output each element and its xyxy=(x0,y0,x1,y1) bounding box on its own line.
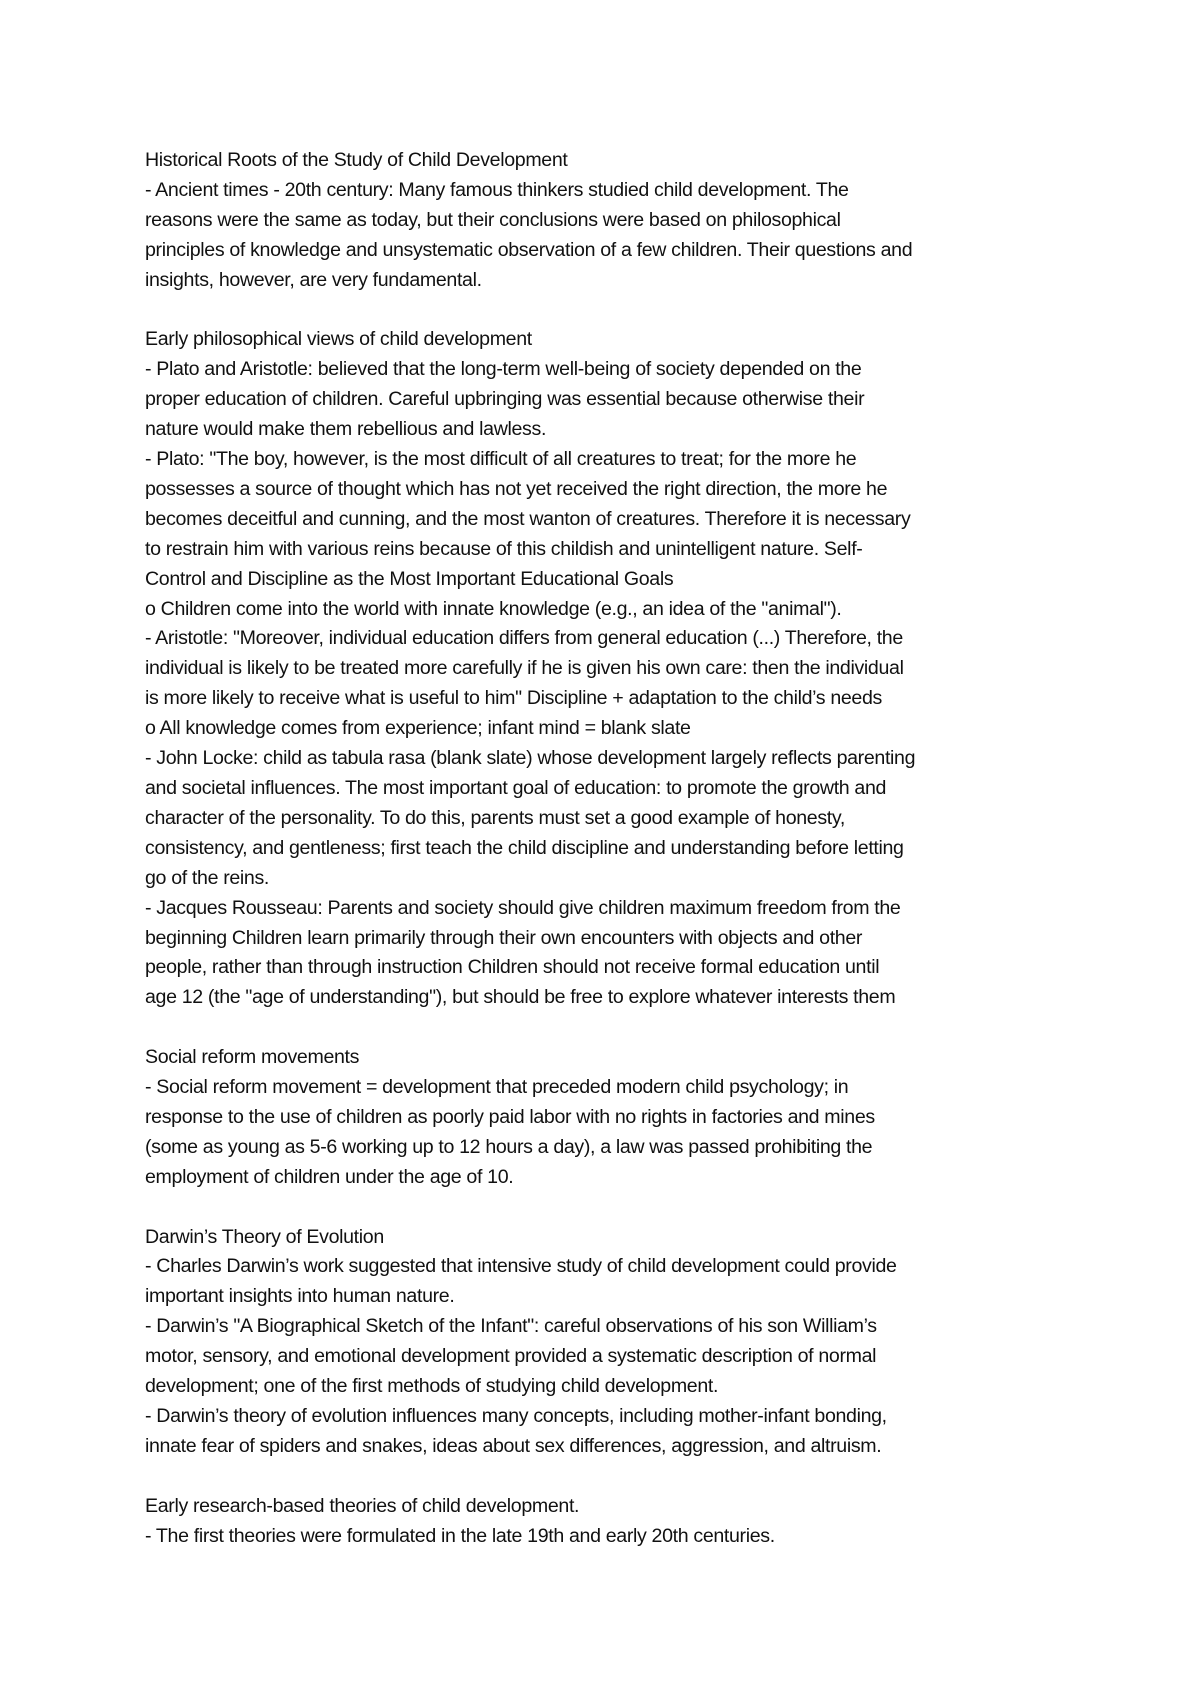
text-line: people, rather than through instruction Children should not receive formal education until xyxy=(145,956,880,979)
text-line: Control and Discipline as the Most Important Educational Goals xyxy=(145,567,674,590)
text-line: proper education of children. Careful upbringing was essential because otherwise their xyxy=(145,388,865,411)
text-line: - The first theories were formulated in the late 19th and early 20th centuries. xyxy=(145,1524,775,1547)
text-line: nature would make them rebellious and lawless. xyxy=(145,418,547,441)
heading-early-philosophical-views: Early philosophical views of child development xyxy=(145,328,532,351)
heading-early-research-theories: Early research-based theories of child development. xyxy=(145,1494,580,1517)
blank-line xyxy=(145,1462,1060,1492)
blank-line xyxy=(145,296,1060,326)
text-line: to restrain him with various reins because of this childish and unintelligent nature. Self- xyxy=(145,537,863,560)
text-line: - John Locke: child as tabula rasa (blank slate) whose development largely reflects parenting xyxy=(145,747,916,770)
text-line: becomes deceitful and cunning, and the most wanton of creatures. Therefore it is necessary xyxy=(145,507,911,530)
text-line: - Jacques Rousseau: Parents and society should give children maximum freedom from the xyxy=(145,896,901,919)
text-line: o Children come into the world with innate knowledge (e.g., an idea of the "animal"). xyxy=(145,597,842,620)
text-line: age 12 (the "age of understanding"), but should be free to explore whatever interests them xyxy=(145,986,896,1009)
text-line: motor, sensory, and emotional development provided a systematic description of normal xyxy=(145,1345,877,1368)
text-line: - Social reform movement = development that preceded modern child psychology; in xyxy=(145,1076,849,1099)
text-line: response to the use of children as poorly paid labor with no rights in factories and mines xyxy=(145,1105,875,1128)
text-line: (some as young as 5-6 working up to 12 hours a day), a law was passed prohibiting the xyxy=(145,1135,873,1158)
text-line: o All knowledge comes from experience; infant mind = blank slate xyxy=(145,717,691,740)
text-line: - Darwin’s "A Biographical Sketch of the Infant": careful observations of his son William’s xyxy=(145,1315,877,1338)
text-line: is more likely to receive what is useful to him" Discipline + adaptation to the child’s needs xyxy=(145,687,882,710)
text-line: - Plato: "The boy, however, is the most difficult of all creatures to treat; for the more he xyxy=(145,448,857,471)
text-line: individual is likely to be treated more carefully if he is given his own care: then the individual xyxy=(145,657,904,680)
text-line: character of the personality. To do this, parents must set a good example of honesty, xyxy=(145,806,845,829)
text-line: employment of children under the age of 10. xyxy=(145,1165,514,1188)
text-line: go of the reins. xyxy=(145,866,270,889)
text-line: reasons were the same as today, but their conclusions were based on philosophical xyxy=(145,208,841,231)
text-line: development; one of the first methods of studying child development. xyxy=(145,1375,719,1398)
text-line: - Aristotle: "Moreover, individual education differs from general education (...) Therefore, the xyxy=(145,627,903,650)
blank-line xyxy=(145,1013,1060,1043)
text-line: possesses a source of thought which has not yet received the right direction, the more he xyxy=(145,477,888,500)
text-line: principles of knowledge and unsystematic observation of a few children. Their questions and xyxy=(145,238,913,261)
text-line: innate fear of spiders and snakes, ideas about sex differences, aggression, and altruism. xyxy=(145,1434,882,1457)
text-line: and societal influences. The most important goal of education: to promote the growth and xyxy=(145,777,887,800)
text-line: beginning Children learn primarily through their own encounters with objects and other xyxy=(145,926,863,949)
text-line: important insights into human nature. xyxy=(145,1285,455,1308)
text-line: - Charles Darwin’s work suggested that intensive study of child development could provide xyxy=(145,1255,897,1278)
text-line: consistency, and gentleness; first teach the child discipline and understanding before letting xyxy=(145,836,904,859)
text-line: insights, however, are very fundamental. xyxy=(145,268,482,291)
text-line: - Plato and Aristotle: believed that the long-term well-being of society depended on the xyxy=(145,358,862,381)
text-line: - Darwin’s theory of evolution influences many concepts, including mother-infant bonding, xyxy=(145,1405,887,1428)
blank-line xyxy=(145,1193,1060,1223)
text-line: - Ancient times - 20th century: Many famous thinkers studied child development. The xyxy=(145,178,849,201)
heading-social-reform: Social reform movements xyxy=(145,1046,360,1069)
heading-historical-roots: Historical Roots of the Study of Child Development xyxy=(145,149,568,171)
heading-darwin-theory: Darwin’s Theory of Evolution xyxy=(145,1225,384,1248)
document-body xyxy=(145,146,1060,1552)
